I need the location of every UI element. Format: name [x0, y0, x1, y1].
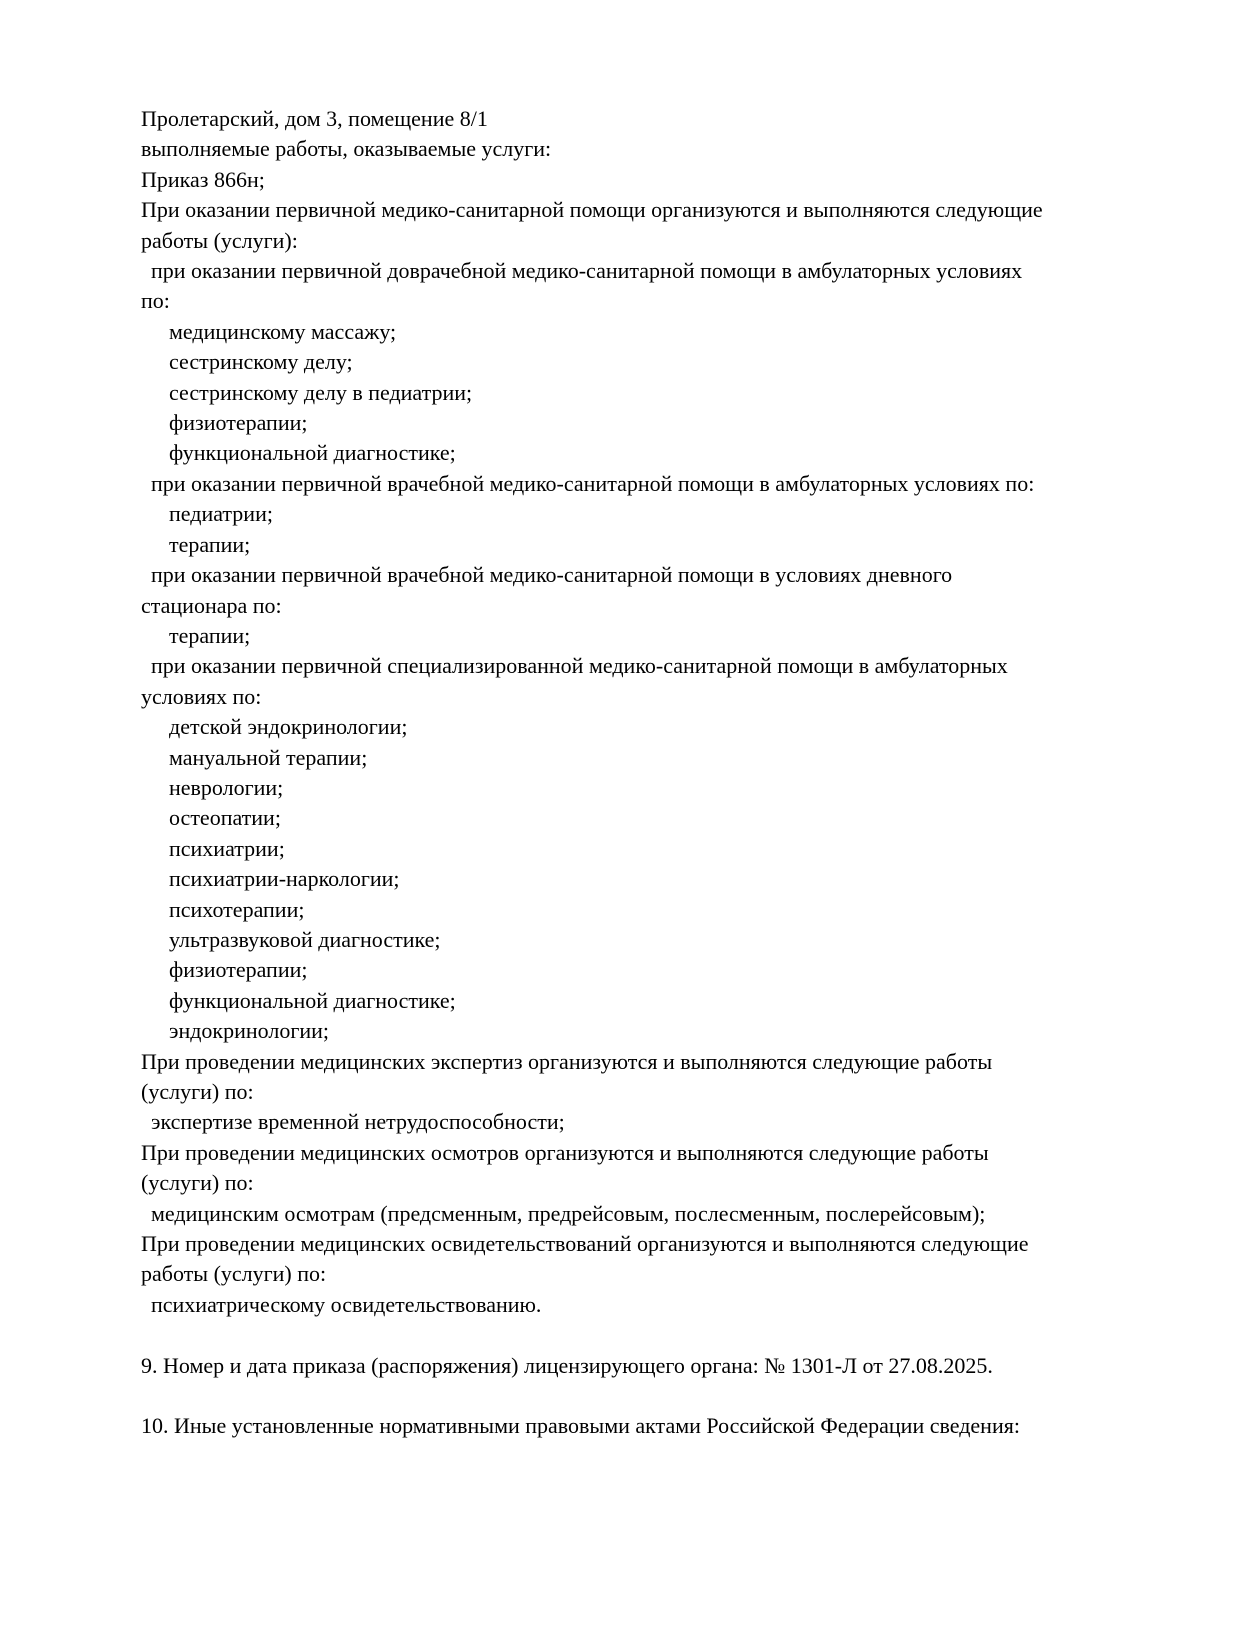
- text-line: остеопатии;: [169, 805, 281, 831]
- text-line: При проведении медицинских освидетельствований организуются и выполняются следующие: [141, 1231, 1029, 1257]
- text-line: условиях по:: [141, 683, 262, 709]
- text-line: мануальной терапии;: [169, 744, 368, 770]
- text-line: психиатрическому освидетельствованию.: [151, 1291, 542, 1317]
- text-line: 10. Иные установленные нормативными правовыми актами Российской Федерации сведения:: [141, 1413, 1020, 1439]
- text-line: психиатрии;: [169, 835, 285, 861]
- text-line: при оказании первичной врачебной медико-санитарной помощи в амбулаторных условиях по:: [151, 470, 1035, 496]
- text-line: психотерапии;: [169, 896, 305, 922]
- blank-line: [141, 1381, 1210, 1411]
- text-line: терапии;: [169, 531, 251, 557]
- text-line: психиатрии-наркологии;: [169, 866, 400, 892]
- text-line: ультразвуковой диагностике;: [169, 926, 441, 952]
- text-line: сестринскому делу в педиатрии;: [169, 379, 473, 405]
- text-line: Пролетарский, дом 3, помещение 8/1: [141, 106, 488, 131]
- text-line: физиотерапии;: [169, 957, 308, 983]
- text-line: функциональной диагностике;: [169, 440, 456, 466]
- text-line: эндокринологии;: [169, 1018, 330, 1044]
- blank-line: [141, 1320, 1210, 1350]
- document-body: [141, 104, 1210, 1442]
- text-line: при оказании первичной врачебной медико-санитарной помощи в условиях дневного: [151, 562, 953, 588]
- text-line: физиотерапии;: [169, 410, 308, 436]
- text-line: (услуги) по:: [141, 1079, 254, 1104]
- text-line: при оказании первичной доврачебной медико-санитарной помощи в амбулаторных условиях: [151, 258, 1023, 284]
- text-line: работы (услуги):: [141, 227, 298, 253]
- text-line: экспертизе временной нетрудоспособности;: [151, 1109, 565, 1135]
- text-line: сестринскому делу;: [169, 349, 353, 375]
- text-line: неврологии;: [169, 774, 284, 800]
- text-line: (услуги) по:: [141, 1170, 254, 1196]
- text-line: При оказании первичной медико-санитарной помощи организуются и выполняются следующие: [141, 197, 1043, 223]
- text-line: 9. Номер и дата приказа (распоряжения) лицензирующего органа: № 1301-Л от 27.08.2025.: [141, 1352, 993, 1378]
- text-line: по:: [141, 288, 170, 314]
- text-line: функциональной диагностике;: [169, 987, 456, 1013]
- text-line: педиатрии;: [169, 501, 273, 527]
- text-line: стационара по:: [141, 592, 282, 618]
- text-line: При проведении медицинских осмотров организуются и выполняются следующие работы: [141, 1139, 989, 1165]
- text-line: Приказ 866н;: [141, 166, 265, 192]
- text-line: При проведении медицинских экспертиз организуются и выполняются следующие работы: [141, 1048, 993, 1074]
- text-line: выполняемые работы, оказываемые услуги:: [141, 136, 552, 162]
- text-line: медицинскому массажу;: [169, 318, 397, 344]
- text-line: при оказании первичной специализированной медико-санитарной помощи в амбулаторных: [151, 653, 1008, 679]
- text-line: детской эндокринологии;: [169, 714, 408, 740]
- text-line: медицинским осмотрам (предсменным, предрейсовым, послесменным, послерейсовым);: [151, 1200, 986, 1226]
- text-line: работы (услуги) по:: [141, 1261, 327, 1287]
- text-line: терапии;: [169, 622, 251, 648]
